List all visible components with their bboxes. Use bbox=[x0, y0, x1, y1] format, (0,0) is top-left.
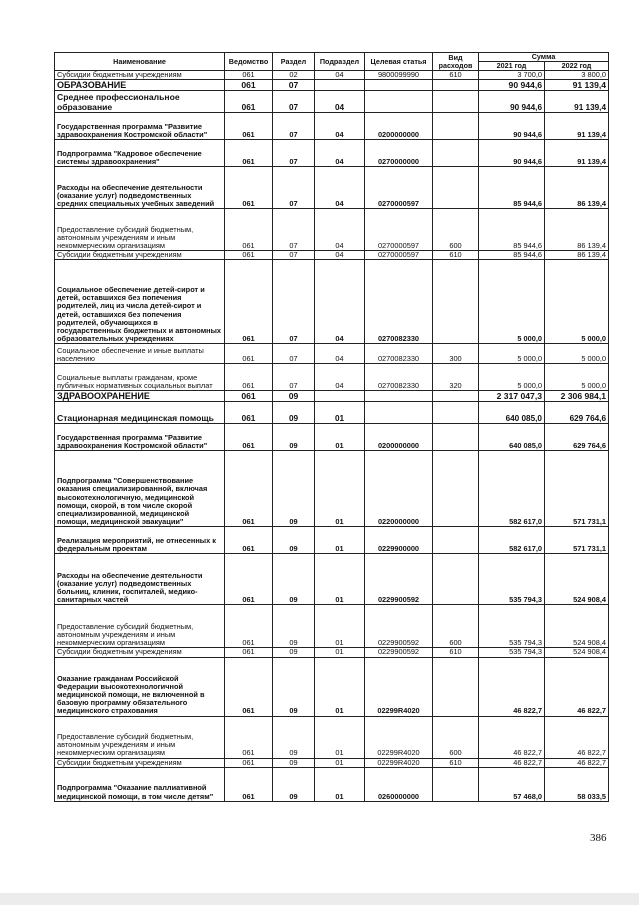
cell-dept: 061 bbox=[225, 140, 273, 167]
cell-target: 02299R4020 bbox=[365, 758, 433, 767]
table-row bbox=[55, 402, 609, 424]
cell-target: 0229900592 bbox=[365, 554, 433, 605]
cell-section: 09 bbox=[273, 657, 315, 716]
cell-dept: 061 bbox=[225, 758, 273, 767]
table-row bbox=[55, 364, 609, 391]
cell-exp-type: 610 bbox=[433, 758, 479, 767]
cell-name: Среднее профессиональное образование bbox=[55, 91, 225, 113]
cell-dept: 061 bbox=[225, 554, 273, 605]
cell-target: 0270082330 bbox=[365, 344, 433, 364]
cell-exp-type bbox=[433, 167, 479, 209]
cell-dept: 061 bbox=[225, 91, 273, 113]
cell-2022: 524 908,4 bbox=[545, 554, 609, 605]
cell-2021: 85 944,6 bbox=[479, 167, 545, 209]
cell-target: 0270000597 bbox=[365, 251, 433, 260]
header-2022: 2022 год bbox=[545, 62, 609, 71]
cell-dept: 061 bbox=[225, 391, 273, 402]
cell-2022: 91 139,4 bbox=[545, 113, 609, 140]
cell-exp-type: 600 bbox=[433, 605, 479, 648]
table-row bbox=[55, 527, 609, 554]
cell-section: 09 bbox=[273, 402, 315, 424]
cell-target: 0270082330 bbox=[365, 364, 433, 391]
cell-dept: 061 bbox=[225, 364, 273, 391]
table-row bbox=[55, 251, 609, 260]
cell-exp-type bbox=[433, 402, 479, 424]
cell-2021: 535 794,3 bbox=[479, 554, 545, 605]
cell-dept: 061 bbox=[225, 716, 273, 758]
cell-2021: 46 822,7 bbox=[479, 758, 545, 767]
cell-subsection: 01 bbox=[315, 648, 365, 657]
cell-name: Предоставление субсидий бюджетным, автономным учреждениям и иным некоммерческим организациям bbox=[55, 605, 225, 648]
cell-exp-type bbox=[433, 424, 479, 451]
cell-target bbox=[365, 91, 433, 113]
cell-subsection bbox=[315, 391, 365, 402]
cell-section: 07 bbox=[273, 113, 315, 140]
cell-exp-type: 610 bbox=[433, 251, 479, 260]
cell-section: 07 bbox=[273, 167, 315, 209]
cell-name: Расходы на обеспечение деятельности (оказание услуг) подведомственных средних специальных учебных заведений bbox=[55, 167, 225, 209]
cell-2022: 571 731,1 bbox=[545, 527, 609, 554]
cell-dept: 061 bbox=[225, 260, 273, 344]
cell-section: 07 bbox=[273, 209, 315, 251]
cell-subsection: 04 bbox=[315, 71, 365, 80]
cell-2022: 86 139,4 bbox=[545, 167, 609, 209]
table-row bbox=[55, 344, 609, 364]
cell-dept: 061 bbox=[225, 71, 273, 80]
cell-dept: 061 bbox=[225, 657, 273, 716]
cell-2021: 5 000,0 bbox=[479, 364, 545, 391]
cell-2021: 85 944,6 bbox=[479, 209, 545, 251]
cell-exp-type bbox=[433, 91, 479, 113]
cell-dept: 061 bbox=[225, 167, 273, 209]
cell-2021: 640 085,0 bbox=[479, 402, 545, 424]
cell-target bbox=[365, 391, 433, 402]
cell-subsection: 04 bbox=[315, 140, 365, 167]
cell-target: 0270000597 bbox=[365, 167, 433, 209]
cell-name: Субсидии бюджетным учреждениям bbox=[55, 758, 225, 767]
cell-target: 0229900592 bbox=[365, 648, 433, 657]
cell-dept: 061 bbox=[225, 402, 273, 424]
table-row bbox=[55, 140, 609, 167]
cell-target: 0200000000 bbox=[365, 113, 433, 140]
cell-name: Подпрограмма "Совершенствование оказания специализированной, включая высокотехнологичную, медицинской помощи, скорой, в том числе скорой специализированной, медицинской помощи, медицинской эвакуации" bbox=[55, 451, 225, 527]
table-row bbox=[55, 260, 609, 344]
cell-dept: 061 bbox=[225, 767, 273, 801]
cell-exp-type: 300 bbox=[433, 344, 479, 364]
cell-exp-type: 600 bbox=[433, 716, 479, 758]
cell-2022: 46 822,7 bbox=[545, 716, 609, 758]
cell-name: Подпрограмма "Оказание паллиативной медицинской помощи, в том числе детям" bbox=[55, 767, 225, 801]
cell-dept: 061 bbox=[225, 344, 273, 364]
table-row bbox=[55, 758, 609, 767]
cell-exp-type: 320 bbox=[433, 364, 479, 391]
cell-2022: 86 139,4 bbox=[545, 251, 609, 260]
cell-2022: 2 306 984,1 bbox=[545, 391, 609, 402]
cell-section: 09 bbox=[273, 758, 315, 767]
cell-subsection: 01 bbox=[315, 657, 365, 716]
cell-section: 09 bbox=[273, 767, 315, 801]
cell-subsection: 01 bbox=[315, 527, 365, 554]
cell-section: 09 bbox=[273, 648, 315, 657]
table-body bbox=[55, 71, 609, 802]
cell-dept: 061 bbox=[225, 605, 273, 648]
cell-name: Расходы на обеспечение деятельности (оказание услуг) подведомственных больниц, клиник, госпиталей, медико-санитарных частей bbox=[55, 554, 225, 605]
cell-name: Субсидии бюджетным учреждениям bbox=[55, 648, 225, 657]
cell-name: Реализация мероприятий, не отнесенных к федеральным проектам bbox=[55, 527, 225, 554]
cell-2021: 46 822,7 bbox=[479, 716, 545, 758]
cell-exp-type bbox=[433, 554, 479, 605]
cell-2022: 91 139,4 bbox=[545, 140, 609, 167]
cell-2022: 3 800,0 bbox=[545, 71, 609, 80]
cell-section: 09 bbox=[273, 554, 315, 605]
cell-name: Субсидии бюджетным учреждениям bbox=[55, 251, 225, 260]
cell-name: ОБРАЗОВАНИЕ bbox=[55, 80, 225, 91]
header-section: Раздел bbox=[273, 53, 315, 71]
cell-target: 0229900000 bbox=[365, 527, 433, 554]
cell-exp-type bbox=[433, 767, 479, 801]
cell-2022: 91 139,4 bbox=[545, 91, 609, 113]
table-row bbox=[55, 167, 609, 209]
table-row bbox=[55, 657, 609, 716]
cell-name: Государственная программа "Развитие здравоохранения Костромской области" bbox=[55, 113, 225, 140]
table-row bbox=[55, 451, 609, 527]
table-row bbox=[55, 554, 609, 605]
cell-subsection: 01 bbox=[315, 554, 365, 605]
cell-target: 0220000000 bbox=[365, 451, 433, 527]
table-row bbox=[55, 71, 609, 80]
cell-name: Оказание гражданам Российской Федерации высокотехнологичной медицинской помощи, не включенной в базовую программу обязательного медицинского страхования bbox=[55, 657, 225, 716]
cell-target bbox=[365, 80, 433, 91]
cell-section: 07 bbox=[273, 251, 315, 260]
cell-section: 09 bbox=[273, 716, 315, 758]
cell-2021: 582 617,0 bbox=[479, 451, 545, 527]
header-exp-type: Вид расходов bbox=[433, 53, 479, 71]
cell-subsection: 04 bbox=[315, 364, 365, 391]
cell-2021: 535 794,3 bbox=[479, 648, 545, 657]
cell-2021: 535 794,3 bbox=[479, 605, 545, 648]
cell-2022: 46 822,7 bbox=[545, 758, 609, 767]
cell-section: 02 bbox=[273, 71, 315, 80]
cell-target: 0200000000 bbox=[365, 424, 433, 451]
table-row bbox=[55, 91, 609, 113]
cell-exp-type bbox=[433, 113, 479, 140]
cell-subsection: 01 bbox=[315, 605, 365, 648]
cell-section: 09 bbox=[273, 451, 315, 527]
cell-subsection: 01 bbox=[315, 758, 365, 767]
cell-subsection: 01 bbox=[315, 402, 365, 424]
page-number: 386 bbox=[590, 832, 607, 844]
cell-2021: 2 317 047,3 bbox=[479, 391, 545, 402]
table-row bbox=[55, 80, 609, 91]
table-row bbox=[55, 391, 609, 402]
table-row bbox=[55, 767, 609, 801]
header-subsection: Подраздел bbox=[315, 53, 365, 71]
cell-dept: 061 bbox=[225, 451, 273, 527]
header-2021: 2021 год bbox=[479, 62, 545, 71]
budget-table bbox=[54, 52, 609, 802]
cell-subsection: 01 bbox=[315, 716, 365, 758]
cell-subsection: 01 bbox=[315, 451, 365, 527]
table-row bbox=[55, 605, 609, 648]
cell-name: Социальное обеспечение детей-сирот и детей, оставшихся без попечения родителей, лиц из числа детей-сирот и детей, оставшихся без попечения родителей, обучающихся в государственных бюджетных и автономных образовательных учреждениях bbox=[55, 260, 225, 344]
table-row bbox=[55, 716, 609, 758]
cell-dept: 061 bbox=[225, 209, 273, 251]
cell-dept: 061 bbox=[225, 113, 273, 140]
cell-target: 02299R4020 bbox=[365, 716, 433, 758]
cell-2022: 629 764,6 bbox=[545, 424, 609, 451]
cell-2021: 46 822,7 bbox=[479, 657, 545, 716]
cell-name: Социальные выплаты гражданам, кроме публичных нормативных социальных выплат bbox=[55, 364, 225, 391]
cell-2022: 629 764,6 bbox=[545, 402, 609, 424]
cell-2021: 582 617,0 bbox=[479, 527, 545, 554]
cell-subsection: 04 bbox=[315, 91, 365, 113]
cell-subsection: 04 bbox=[315, 167, 365, 209]
cell-target: 0270000597 bbox=[365, 209, 433, 251]
cell-2022: 524 908,4 bbox=[545, 648, 609, 657]
header-name: Наименование bbox=[55, 53, 225, 71]
cell-2021: 5 000,0 bbox=[479, 344, 545, 364]
cell-name: Предоставление субсидий бюджетным, автономным учреждениям и иным некоммерческим организациям bbox=[55, 716, 225, 758]
header-dept: Ведомство bbox=[225, 53, 273, 71]
cell-2021: 90 944,6 bbox=[479, 113, 545, 140]
cell-2021: 57 468,0 bbox=[479, 767, 545, 801]
cell-2022: 524 908,4 bbox=[545, 605, 609, 648]
cell-section: 07 bbox=[273, 364, 315, 391]
cell-2021: 90 944,6 bbox=[479, 80, 545, 91]
cell-2022: 86 139,4 bbox=[545, 209, 609, 251]
cell-2021: 85 944,6 bbox=[479, 251, 545, 260]
cell-exp-type bbox=[433, 260, 479, 344]
cell-target: 02299R4020 bbox=[365, 657, 433, 716]
cell-subsection: 04 bbox=[315, 251, 365, 260]
cell-section: 07 bbox=[273, 140, 315, 167]
cell-exp-type bbox=[433, 391, 479, 402]
cell-exp-type: 610 bbox=[433, 71, 479, 80]
cell-exp-type bbox=[433, 451, 479, 527]
cell-section: 07 bbox=[273, 91, 315, 113]
cell-subsection: 04 bbox=[315, 209, 365, 251]
cell-2021: 90 944,6 bbox=[479, 91, 545, 113]
cell-exp-type bbox=[433, 140, 479, 167]
cell-2021: 3 700,0 bbox=[479, 71, 545, 80]
cell-name: Подпрограмма "Кадровое обеспечение системы здравоохранения" bbox=[55, 140, 225, 167]
cell-target: 0229900592 bbox=[365, 605, 433, 648]
cell-subsection: 01 bbox=[315, 767, 365, 801]
cell-2022: 58 033,5 bbox=[545, 767, 609, 801]
cell-2021: 90 944,6 bbox=[479, 140, 545, 167]
scan-bottom-strip bbox=[0, 893, 639, 905]
table-row bbox=[55, 209, 609, 251]
cell-name: Социальное обеспечение и иные выплаты населению bbox=[55, 344, 225, 364]
cell-name: Предоставление субсидий бюджетным, автономным учреждениям и иным некоммерческим организациям bbox=[55, 209, 225, 251]
header-sum: Сумма bbox=[479, 53, 609, 62]
budget-table-container bbox=[54, 52, 608, 802]
cell-section: 09 bbox=[273, 424, 315, 451]
cell-exp-type bbox=[433, 657, 479, 716]
cell-target: 0270000000 bbox=[365, 140, 433, 167]
cell-2022: 46 822,7 bbox=[545, 657, 609, 716]
cell-section: 09 bbox=[273, 391, 315, 402]
cell-name: ЗДРАВООХРАНЕНИЕ bbox=[55, 391, 225, 402]
cell-subsection: 04 bbox=[315, 260, 365, 344]
cell-target: 0260000000 bbox=[365, 767, 433, 801]
cell-subsection: 01 bbox=[315, 424, 365, 451]
cell-section: 09 bbox=[273, 527, 315, 554]
cell-exp-type: 610 bbox=[433, 648, 479, 657]
cell-target: 0270082330 bbox=[365, 260, 433, 344]
cell-name: Стационарная медицинская помощь bbox=[55, 402, 225, 424]
cell-2022: 91 139,4 bbox=[545, 80, 609, 91]
cell-exp-type: 600 bbox=[433, 209, 479, 251]
cell-exp-type bbox=[433, 80, 479, 91]
cell-subsection bbox=[315, 80, 365, 91]
cell-name: Государственная программа "Развитие здравоохранения Костромской области" bbox=[55, 424, 225, 451]
cell-section: 09 bbox=[273, 605, 315, 648]
table-row bbox=[55, 648, 609, 657]
cell-exp-type bbox=[433, 527, 479, 554]
cell-subsection: 04 bbox=[315, 113, 365, 140]
cell-2021: 640 085,0 bbox=[479, 424, 545, 451]
table-row bbox=[55, 424, 609, 451]
cell-dept: 061 bbox=[225, 80, 273, 91]
cell-name: Субсидии бюджетным учреждениям bbox=[55, 71, 225, 80]
cell-2021: 5 000,0 bbox=[479, 260, 545, 344]
cell-dept: 061 bbox=[225, 251, 273, 260]
cell-target bbox=[365, 402, 433, 424]
cell-2022: 5 000,0 bbox=[545, 260, 609, 344]
cell-section: 07 bbox=[273, 344, 315, 364]
cell-section: 07 bbox=[273, 80, 315, 91]
cell-2022: 571 731,1 bbox=[545, 451, 609, 527]
cell-dept: 061 bbox=[225, 648, 273, 657]
header-target: Целевая статья bbox=[365, 53, 433, 71]
cell-2022: 5 000,0 bbox=[545, 344, 609, 364]
cell-subsection: 04 bbox=[315, 344, 365, 364]
cell-section: 07 bbox=[273, 260, 315, 344]
cell-dept: 061 bbox=[225, 424, 273, 451]
cell-target: 9800099990 bbox=[365, 71, 433, 80]
table-row bbox=[55, 113, 609, 140]
cell-dept: 061 bbox=[225, 527, 273, 554]
cell-2022: 5 000,0 bbox=[545, 364, 609, 391]
